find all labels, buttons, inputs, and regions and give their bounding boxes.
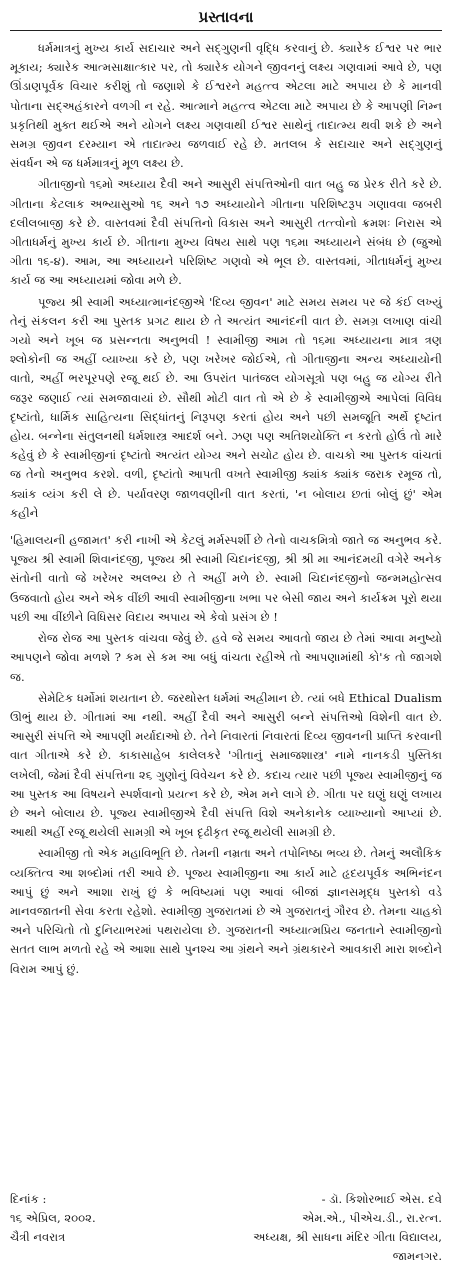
title-underline: [10, 30, 442, 31]
signature-row-2: [10, 1209, 442, 1228]
author-name: - ડૉ. કિશોરભાઈ એસ. દવે: [321, 1192, 442, 1206]
occasion: ચૈત્રી નવરાત્ર: [10, 1230, 66, 1244]
author-degrees: એમ.એ., પીએચ.ડી., રા.રત્ન.: [302, 1211, 442, 1225]
paragraph-1: ધર્મમાત્રનું મુખ્ય કાર્ય સદાચાર અને સદ્‌ગુણની વૃદ્ધિ કરવાનું છે. ક્યારેક ઈશ્વર પર ભાર મૂકાય; ક્યારેક આત્મસાક્ષાત્કાર પર, તો ક્યારેક યોગને જીવનનું લક્ષ્ય ગણવામાં આવે છે, પણ ઊંડાણપૂર્વક વિચાર કરીશું તો જણાશે કે ઈશ્વરને મહત્ત્વ એટલા માટે અપાય છે કે માનવી પોતાના સદ્‌અહંકારને વળગી ન રહે. આત્માને મહત્ત્વ એટલા માટે અપાય છે કે આપણી નિમ્ન પ્રકૃતિથી મુક્ત થઈએ અને યોગને લક્ષ્ય ગણવાથી ઈશ્વર સાથેનું તાદાત્મ્ય થવી શકે છે અને સમગ્ર જીવન દરમ્યાન એ તાદાત્મ્ય જળવાઈ રહે છે. મતલબ કે સદાચાર અને સદ્‌ગુણનું સંવર્ધન એ જ ધર્મમાત્રનું મૂળ લક્ષ્ય છે.: [10, 41, 442, 171]
page-title: પ્રસ્તાવના: [198, 8, 254, 26]
paragraph-7: સ્વામીજી તો એક મહાવિભૂતિ છે. તેમની નમ્રતા અને તપોનિષ્ઠા ભવ્ય છે. તેમનું અલૌકિક વ્યક્તિત્વ આ શબ્દોમાં તરી આવે છે. પૂજ્ય સ્વામીજીના આ કાર્ય માટે હૃદયપૂર્વક અભિનંદન આપું છું અને આશા રાખું છું કે ભવિષ્યમાં પણ આવાં બીજાં જ્ઞાનસમૃદ્ધ પુસ્તકો વડે માનવજાતની સેવા કરતા રહેશો. સ્વામીજી ગુજરાતમાં છે એ ગુજરાતનું ગૌરવ છે. તેમના ચાહકો અને પરિચિતો તો દુનિયાભરમાં પથરાયેલા છે. ગુજરાતની અધ્યાત્મપ્રિય જનતાને સ્વામીજીનો સતત લાભ મળતો રહે એ આશા સાથે પુનશ્ચ આ ગ્રંથને અને ગ્રંથકારને આવકારી મારા શબ્દોને વિરામ આપું છું.: [10, 846, 442, 976]
paragraph-6: સેમેટિક ધર્મોમાં શયતાન છે. જરથોસ્ત ધર્મમાં અહ્રીમાન છે. ત્યાં બધે Ethical Dualism ઊભું થાય છે. ગીતામાં આ નથી. અહીં દૈવી અને આસુરી બન્ને સંપત્તિઓ વિશેની વાત છે. આસુરી સંપત્તિ એ આપણી મર્યાદાઓ છે. તેને નિવારતાં નિવારતાં દિવ્ય જીવનની પ્રાપ્તિ કરવાની વાત ગીતાએ કરે છે. કાકાસાહેબ કાલેલકરે 'ગીતાનું સમાજશાસ્ત્ર' નામે નાનકડી પુસ્તિકા લખેલી, જેમાં દૈવી સંપત્તિના ૨૬ ગુણોનું વિવેચન કરે છે. કદાચ ત્યાર પછી પૂજ્ય સ્વામીજીનું જ આ પુસ્તક આ વિષયને સ્પર્શવાનો પ્રયત્ન કરે છે, એમ મને લાગે છે. ગીતા પર ઘણું ઘણું લખાય છે અને બોલાય છે. પૂજ્ય સ્વામીજીએ દૈવી સંપત્તિ વિશે અનેકાનેક વ્યાખ્યાનો આપ્યાં છે. આથી અહીં રજૂ થયેલી સામગ્રી એ ખૂબ દૃઢીકૃત રજૂ થયેલી સામગ્રી છે.: [10, 690, 442, 840]
paragraph-3: પૂજ્ય શ્રી સ્વામી અધ્યાત્માનંદજીએ 'દિવ્ય જીવન' માટે સમય સમય પર જે કંઈ લખ્યું તેનું સંકલન કરી આ પુસ્તક પ્રગટ થાય છે તે અત્યંત આનંદની વાત છે. સમગ્ર લખાણ વાંચી ગયો અને ખૂબ જ પ્રસન્નતા અનુભવી ! સ્વામીજી આમ તો ૧૬મા અધ્યાયના માત્ર ત્રણ શ્લોકોની જ અહીં વ્યાખ્યા કરે છે, પણ ખરેખર જોઈએ, તો ગીતાજીના અન્ય અધ્યાયોની વાતો, અહીં ભરપૂરપણે રજૂ થઈ છે. આ ઉપરાંત પાતંજલ યોગસૂત્રો પણ બહુ જ યોગ્ય રીતે જરૂર જણાઈ ત્યાં સમજાવાયાં છે. સૌથી મોટી વાત તો એ છે કે સ્વામીજીએ આપેલાં વિવિધ દૃષ્ટાંતો, ધાર્મિક સાહિત્યના સિદ્ધાંતનું નિરૂપણ કરતાં હોય અને પછી સમજૂતિ અર્થે દૃષ્ટાંત હોય. બન્નેના સંતુલનથી ધર્મશાસ્ત્ર આદર્શ બને. ઝણ પણ અતિશયોક્તિ ન કરતો હોઉં તો મારે કહેવું છે કે સ્વામીજીનાં દૃષ્ટાંતો અત્યંત યોગ્ય અને સચોટ હોય છે. વાચકો આ પુસ્તક વાંચતાં જ તેનો અનુભવ કરશે. વળી, દૃષ્ટાંતો આપતી વખતે સ્વામીજી ક્યાંક ક્યાંક જરાક રમૂજ તો, ક્યાંક વ્યંગ કરી લે છે. પર્યાવરણ જાળવણીની વાત કરતાં, 'ન બોલાય છતાં બોલું છું' એમ કહીને: [10, 294, 442, 520]
paragraph-2: ગીતાજીનો ૧૬મો અધ્યાય દૈવી અને આસુરી સંપત્તિઓની વાત બહુ જ પ્રેરક રીતે કરે છે. ગીતાના કેટલાક અભ્યાસુઓ ૧૬ અને ૧૭ અધ્યાયોને ગીતાના પરિશિષ્ટરૂપ ગણાવવા જબરી દલીલબાજી કરે છે. વાસ્તવમાં દૈવી સંપત્તિનો વિકાસ અને આસુરી તત્ત્વોનો ક્રમશઃ નિરાસ એ ગીતાધર્મનું મુખ્ય કાર્ય છે. ગીતાના મુખ્ય વિષય સાથે પણ ૧૬મા અધ્યાયને સંબંધ છે (જુઓ ગીતા ૧૬-૪). આમ, આ અધ્યાયને પરિશિષ્ટ ગણવો એ ભૂલ છે. વાસ્તવમાં, ગીતાધર્મનું મુખ્ય કાર્ય જ આ અધ્યાયમાં જોવા મળે છે.: [10, 177, 442, 288]
date-label: દિનાંક :: [10, 1192, 47, 1206]
date-value: ૧૬ એપ્રિલ, ૨૦૦૨.: [10, 1211, 96, 1225]
author-place: જામનગર.: [392, 1249, 442, 1263]
author-position: અધ્યક્ષ, શ્રી સાધના મંદિર ગીતા વિદ્યાલય,: [253, 1230, 442, 1244]
signature-block: [10, 1190, 442, 1266]
paragraph-5: રોજ રોજ આ પુસ્તક વાંચવા જેવું છે. હવે જે સમય આવતો જાય છે તેમાં આવા મનુષ્યો આપણને જોવા મળશે ? કમ સે કમ આ બધું વાંચતા રહીએ તો આપણામાંથી કો'ક તો જાગશે જ.: [10, 631, 442, 684]
paragraph-4: 'હિમાલયની હજામત' કરી નાખી એ કેટલું મર્મસ્પર્શી છે તેનો વાચકમિત્રો જાતે જ અનુભવ કરે. પૂજ્ય શ્રી સ્વામી શિવાનંદજી, પૂજ્ય શ્રી સ્વામી ચિદાનંદજી, શ્રી શ્રી મા આનંદમયી વગેરે અનેક સંતોની વાતો જે ખરેખર અલભ્ય છે તે અહીં મળે છે. સ્વામી ચિદાનંદજીનો જન્મમહોત્સવ ઉજવાતો હોય અને એક વીંછી આવી સ્વામીજીના ખભા પર બેસી જાય અને કાર્યક્રમ પૂરો થયા પછી આ વીંછીને વિધિસર વિદાય અપાય એ કેવો પ્રસંગ છે !: [10, 533, 442, 624]
signature-row-1: [10, 1190, 442, 1209]
signature-row-3: [10, 1228, 442, 1247]
